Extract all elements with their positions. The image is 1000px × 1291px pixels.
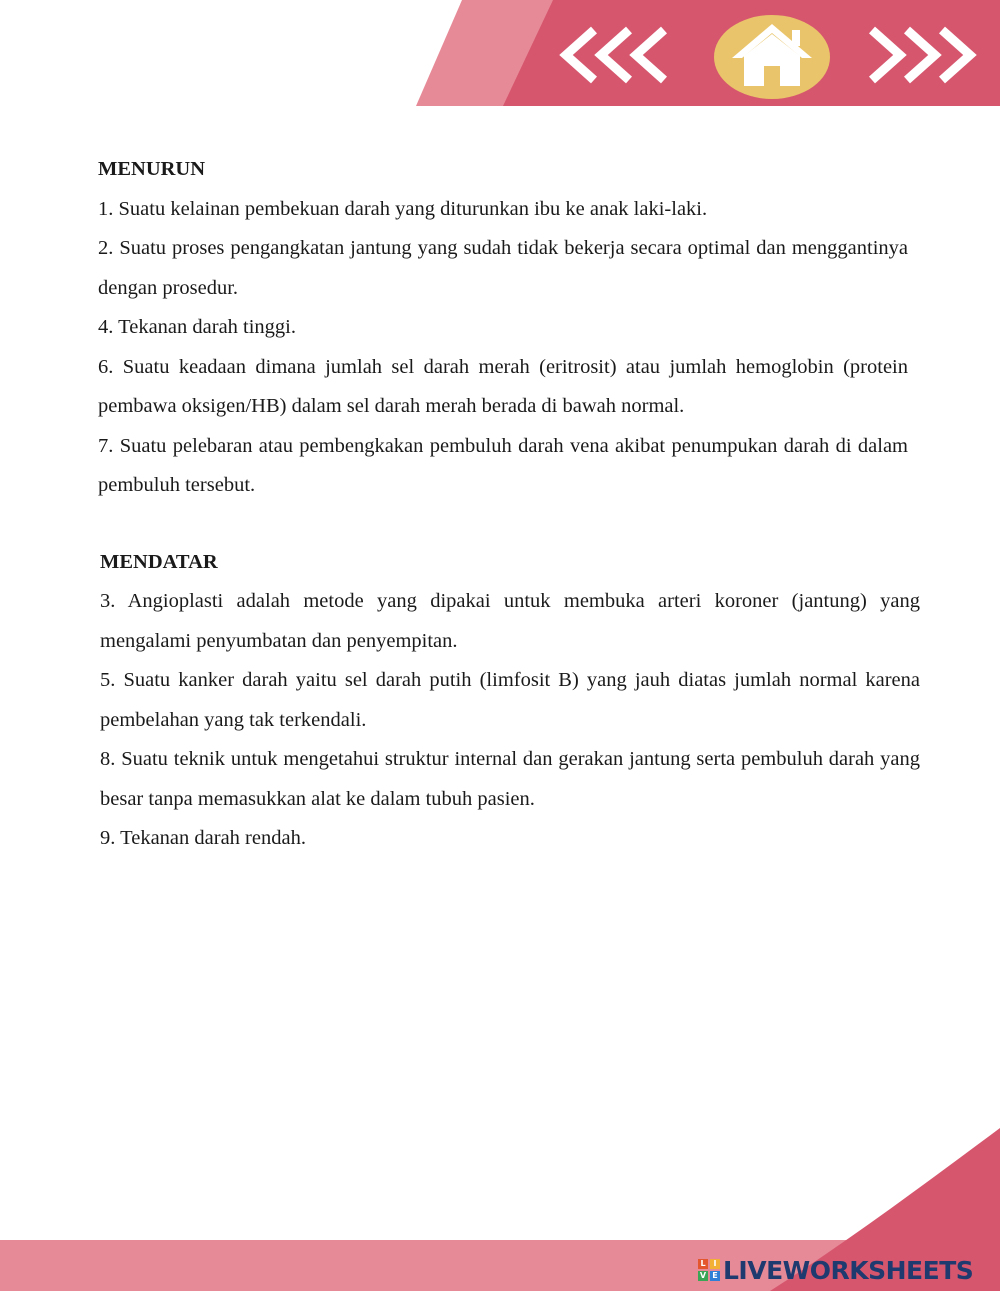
clue-across-3: 3. Angioplasti adalah metode yang dipakai untuk membuka arteri koroner (jantung) yang mengalami penyumbatan dan penyempitan. (100, 590, 920, 652)
clue-across-5: 5. Suatu kanker darah yaitu sel darah putih (limfosit B) yang jauh diatas jumlah normal karena pembelahan yang tak terkendali. (100, 669, 920, 731)
clue-across-9: 9. Tekanan darah rendah. (100, 827, 306, 849)
clue-down-2: 2. Suatu proses pengangkatan jantung yang sudah tidak bekerja secara optimal dan menggantinya dengan prosedur. (98, 237, 908, 299)
clue-down-4: 4. Tekanan darah tinggi. (98, 316, 297, 338)
liveworksheets-logo-icon: L I V E (698, 1259, 720, 1281)
home-button[interactable] (712, 14, 832, 100)
clue-down-7: 7. Suatu pelebaran atau pembengkakan pembuluh darah vena akibat penumpukan darah di dalam pembuluh tersebut. (98, 434, 908, 496)
section-menurun (98, 150, 920, 506)
clue-across-8: 8. Suatu teknik untuk mengetahui struktur internal dan gerakan jantung serta pembuluh darah yang besar tanpa memasukkan alat ke dalam tubuh pasien. (100, 748, 920, 810)
clue-list (98, 150, 920, 859)
heading-mendatar: MENDATAR (100, 550, 218, 573)
liveworksheets-brand[interactable] (698, 1255, 973, 1285)
next-page-button[interactable] (858, 22, 980, 88)
brand-name: LIVEWORKSHEETS (723, 1255, 974, 1285)
clue-down-1: 1. Suatu kelainan pembekuan darah yang diturunkan ibu ke anak laki-laki. (98, 197, 708, 220)
previous-page-button[interactable] (556, 22, 678, 88)
header-banner (0, 0, 1000, 110)
section-mendatar (98, 543, 920, 859)
clue-down-6: 6. Suatu keadaan dimana jumlah sel darah merah (eritrosit) atau jumlah hemoglobin (protein pembawa oksigen/HB) dalam sel darah merah berada di bawah normal. (98, 355, 908, 417)
heading-menurun: MENURUN (98, 158, 206, 180)
